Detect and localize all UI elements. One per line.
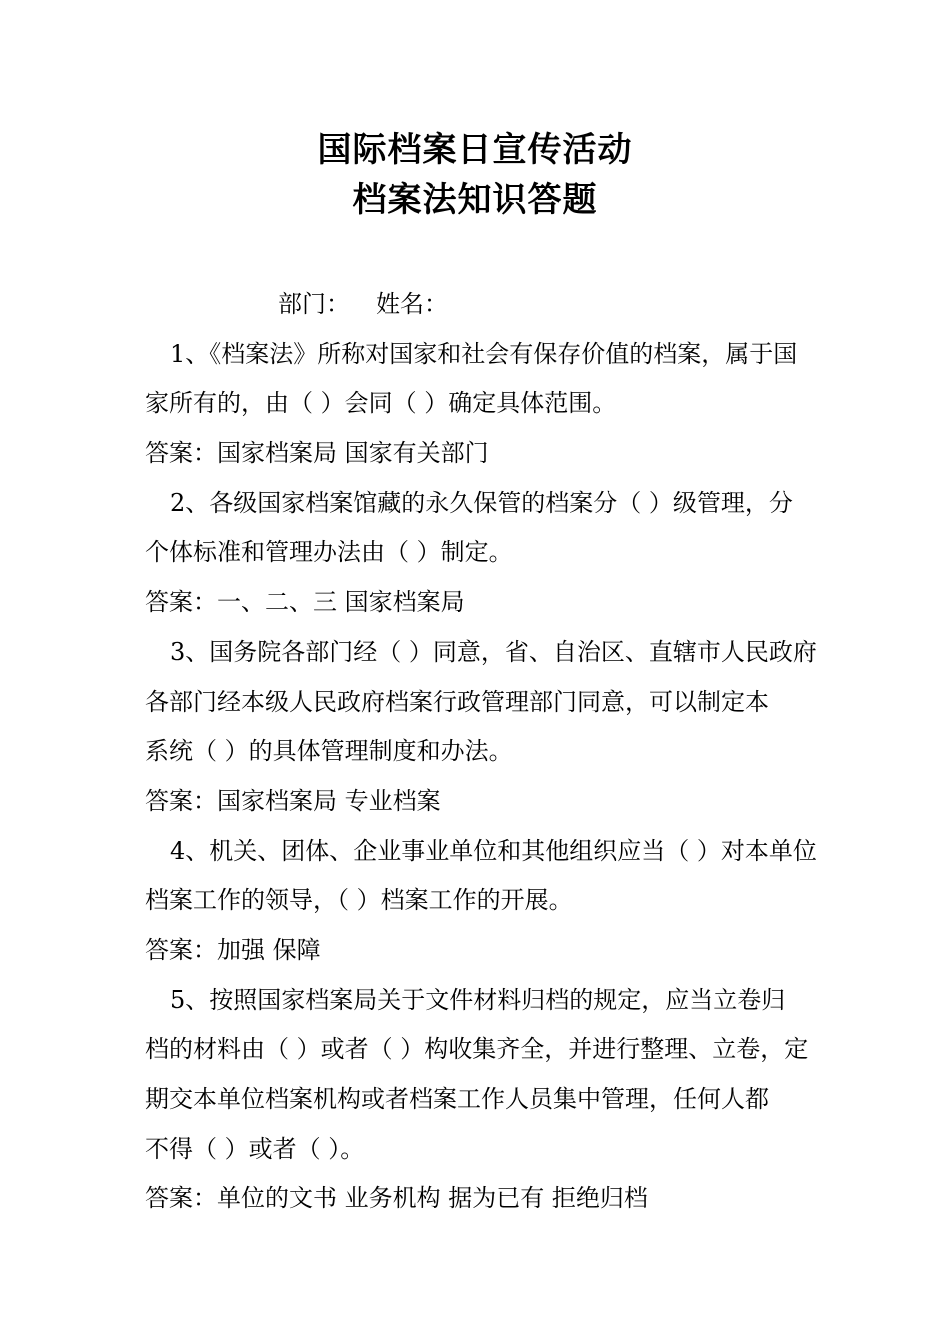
question-1 — [145, 330, 810, 479]
question-4 — [145, 827, 817, 976]
question-text-line: 3、国务院各部门经（ ）同意，省、自治区、直辖市人民政府 — [170, 637, 817, 666]
document-body — [145, 280, 817, 1224]
question-text-line: 1、《档案法》所称对国家和社会有保存价值的档案，属于国 — [170, 339, 798, 368]
document-title-line1: 国际档案日宣传活动 — [317, 130, 633, 170]
name-label: 姓名： — [376, 290, 448, 318]
question-text-line: 系统（ ）的具体管理制度和办法。 — [145, 737, 513, 766]
document-title-line2: 档案法知识答题 — [352, 180, 598, 220]
form-fields — [145, 280, 810, 330]
question-text-line: 4、机关、团体、企业事业单位和其他组织应当（ ）对本单位 — [170, 836, 817, 865]
question-text-line: 档案工作的领导，（ ）档案工作的开展。 — [145, 886, 573, 915]
department-label: 部门： — [278, 290, 350, 318]
question-text-line: 各部门经本级人民政府档案行政管理部门同意，可以制定本 — [145, 687, 769, 716]
answer-text: 答案：加强 保障 — [145, 935, 321, 964]
question-text-line: 个体标准和管理办法由（ ）制定。 — [145, 538, 513, 567]
answer-text: 答案：单位的文书 业务机构 据为已有 拒绝归档 — [145, 1184, 648, 1213]
question-text-line: 2、各级国家档案馆藏的永久保管的档案分（ ）级管理，分 — [170, 488, 793, 517]
question-text-line: 档的材料由（ ）或者（ ）构收集齐全，并进行整理、立卷，定 — [145, 1035, 809, 1064]
answer-text: 答案：一、二、三 国家档案局 — [145, 588, 465, 617]
question-text-line: 不得（ ）或者（ ）。 — [145, 1134, 365, 1163]
question-5 — [145, 976, 810, 1224]
question-3 — [145, 628, 817, 827]
question-text-line: 家所有的，由（ ）会同（ ）确定具体范围。 — [145, 389, 617, 418]
answer-text: 答案：国家档案局 国家有关部门 — [145, 439, 489, 468]
question-text-line: 期交本单位档案机构或者档案工作人员集中管理，任何人都 — [145, 1085, 769, 1113]
question-text-line: 5、按照国家档案局关于文件材料归档的规定，应当立卷归 — [170, 985, 786, 1014]
answer-text: 答案：国家档案局 专业档案 — [145, 786, 441, 815]
question-2 — [145, 479, 810, 628]
